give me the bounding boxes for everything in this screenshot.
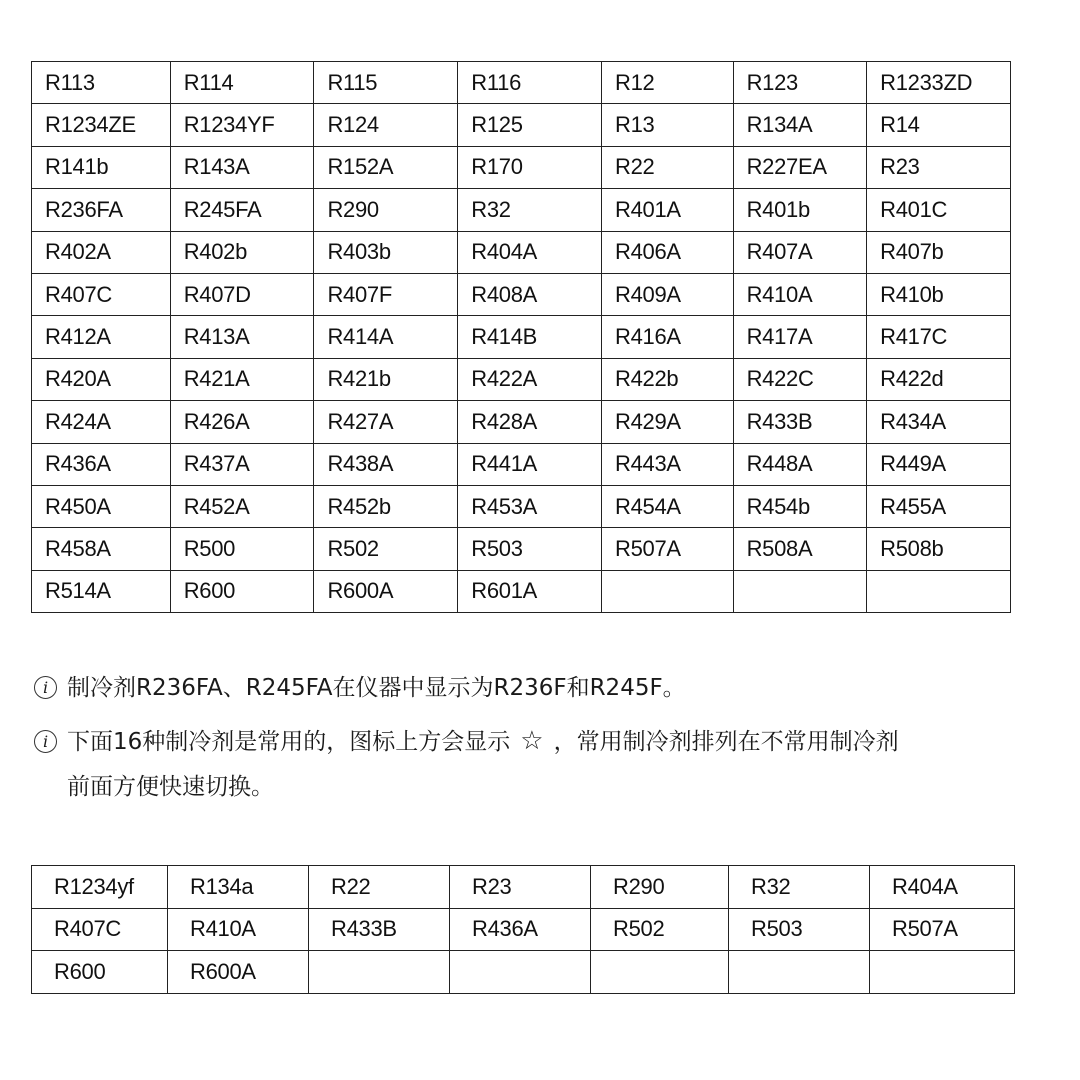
refrigerant-cell: R115 (314, 62, 458, 104)
note-common-text-part3: 前面方便快速切换。 (67, 774, 274, 800)
refrigerant-cell: R408A (458, 273, 602, 315)
refrigerant-cell: R32 (729, 866, 870, 909)
refrigerant-cell: R1234YF (170, 104, 314, 146)
refrigerant-cell: R421b (314, 358, 458, 400)
refrigerant-cell: R436A (450, 908, 591, 951)
refrigerant-cell: R502 (314, 528, 458, 570)
refrigerant-cell: R407b (867, 231, 1011, 273)
refrigerant-cell: R514A (32, 570, 171, 612)
refrigerant-cell: R227EA (733, 146, 867, 188)
refrigerant-cell: R448A (733, 443, 867, 485)
refrigerant-cell: R600A (168, 951, 309, 994)
refrigerant-cell: R134a (168, 866, 309, 909)
refrigerant-cell: R433B (733, 401, 867, 443)
refrigerant-cell: R113 (32, 62, 171, 104)
refrigerant-cell: R22 (602, 146, 734, 188)
table-row (32, 908, 1015, 951)
refrigerant-cell: R438A (314, 443, 458, 485)
table-row (32, 358, 1011, 400)
refrigerant-cell: R453A (458, 485, 602, 527)
refrigerant-cell: R410A (733, 273, 867, 315)
table-row (32, 951, 1015, 994)
refrigerant-cell: R407A (733, 231, 867, 273)
refrigerant-cell: R434A (867, 401, 1011, 443)
note-common-refrigerants-continued (34, 760, 274, 814)
refrigerant-cell: R508A (733, 528, 867, 570)
refrigerant-cell: R290 (591, 866, 729, 909)
refrigerant-cell: R13 (602, 104, 734, 146)
refrigerant-cell: R12 (602, 62, 734, 104)
refrigerant-cell: R458A (32, 528, 171, 570)
refrigerant-cell: R426A (170, 401, 314, 443)
refrigerant-cell: R401C (867, 189, 1011, 231)
note-common-text-part2: ，常用制冷剂排列在不常用制冷剂 (553, 729, 899, 755)
all-refrigerants-table (31, 61, 1011, 613)
refrigerant-cell: R170 (458, 146, 602, 188)
refrigerant-cell: R401b (733, 189, 867, 231)
refrigerant-cell: R410A (168, 908, 309, 951)
refrigerant-cell: R406A (602, 231, 734, 273)
refrigerant-cell: R1233ZD (867, 62, 1011, 104)
refrigerant-cell: R422A (458, 358, 602, 400)
note-display-name (34, 661, 686, 715)
table-row (32, 316, 1011, 358)
refrigerant-cell: R407C (32, 908, 168, 951)
table-row (32, 231, 1011, 273)
refrigerant-cell: R500 (170, 528, 314, 570)
star-icon: ☆ (520, 726, 544, 756)
note-display-name-text: 制冷剂R236FA、R245FA在仪器中显示为R236F和R245F。 (67, 675, 686, 701)
refrigerant-cell: R422d (867, 358, 1011, 400)
refrigerant-cell: R421A (170, 358, 314, 400)
refrigerant-cell: R436A (32, 443, 171, 485)
empty-cell (309, 951, 450, 994)
info-icon: i (34, 676, 57, 699)
table-row (32, 273, 1011, 315)
refrigerant-cell: R413A (170, 316, 314, 358)
refrigerant-cell: R22 (309, 866, 450, 909)
refrigerant-cell: R427A (314, 401, 458, 443)
common-refrigerants-table (31, 865, 1015, 994)
table-row (32, 485, 1011, 527)
table-row (32, 401, 1011, 443)
refrigerant-cell: R452A (170, 485, 314, 527)
refrigerant-cell: R407F (314, 273, 458, 315)
refrigerant-cell: R409A (602, 273, 734, 315)
refrigerant-cell: R429A (602, 401, 734, 443)
refrigerant-cell: R404A (870, 866, 1015, 909)
refrigerant-cell: R143A (170, 146, 314, 188)
info-icon: i (34, 730, 57, 753)
refrigerant-cell: R116 (458, 62, 602, 104)
refrigerant-cell: R414A (314, 316, 458, 358)
refrigerant-cell: R401A (602, 189, 734, 231)
empty-cell (591, 951, 729, 994)
refrigerant-cell: R134A (733, 104, 867, 146)
refrigerant-cell: R443A (602, 443, 734, 485)
table-row (32, 146, 1011, 188)
refrigerant-cell: R412A (32, 316, 171, 358)
refrigerant-cell: R600 (170, 570, 314, 612)
refrigerant-cell: R417C (867, 316, 1011, 358)
refrigerant-cell: R600A (314, 570, 458, 612)
refrigerant-cell: R23 (867, 146, 1011, 188)
refrigerant-cell: R245FA (170, 189, 314, 231)
refrigerant-cell: R1234ZE (32, 104, 171, 146)
refrigerant-cell: R124 (314, 104, 458, 146)
refrigerant-cell: R141b (32, 146, 171, 188)
refrigerant-cell: R450A (32, 485, 171, 527)
refrigerant-cell: R449A (867, 443, 1011, 485)
refrigerant-cell: R125 (458, 104, 602, 146)
refrigerant-cell: R503 (729, 908, 870, 951)
refrigerant-cell: R424A (32, 401, 171, 443)
refrigerant-cell: R236FA (32, 189, 171, 231)
refrigerant-cell: R452b (314, 485, 458, 527)
refrigerant-cell: R123 (733, 62, 867, 104)
table-row (32, 528, 1011, 570)
table-row (32, 104, 1011, 146)
refrigerant-cell: R441A (458, 443, 602, 485)
refrigerant-cell: R422C (733, 358, 867, 400)
empty-cell (602, 570, 734, 612)
refrigerant-cell: R433B (309, 908, 450, 951)
empty-cell (870, 951, 1015, 994)
refrigerant-cell: R601A (458, 570, 602, 612)
refrigerant-cell: R414B (458, 316, 602, 358)
refrigerant-cell: R410b (867, 273, 1011, 315)
refrigerant-cell: R508b (867, 528, 1011, 570)
table-row (32, 866, 1015, 909)
refrigerant-cell: R32 (458, 189, 602, 231)
refrigerant-cell: R14 (867, 104, 1011, 146)
refrigerant-cell: R437A (170, 443, 314, 485)
refrigerant-cell: R23 (450, 866, 591, 909)
refrigerant-cell: R416A (602, 316, 734, 358)
note-common-text-part1: 下面16种制冷剂是常用的，图标上方会显示 (67, 729, 511, 755)
refrigerant-cell: R417A (733, 316, 867, 358)
table-row (32, 62, 1011, 104)
refrigerant-cell: R507A (602, 528, 734, 570)
refrigerant-cell: R152A (314, 146, 458, 188)
refrigerant-cell: R422b (602, 358, 734, 400)
refrigerant-cell: R454b (733, 485, 867, 527)
refrigerant-cell: R502 (591, 908, 729, 951)
refrigerant-cell: R407C (32, 273, 171, 315)
refrigerant-cell: R600 (32, 951, 168, 994)
refrigerant-cell: R114 (170, 62, 314, 104)
empty-cell (733, 570, 867, 612)
table-row (32, 189, 1011, 231)
table-row (32, 570, 1011, 612)
refrigerant-cell: R420A (32, 358, 171, 400)
refrigerant-cell: R402b (170, 231, 314, 273)
refrigerant-cell: R407D (170, 273, 314, 315)
refrigerant-cell: R290 (314, 189, 458, 231)
refrigerant-cell: R403b (314, 231, 458, 273)
refrigerant-cell: R428A (458, 401, 602, 443)
refrigerant-cell: R507A (870, 908, 1015, 951)
refrigerant-cell: R503 (458, 528, 602, 570)
refrigerant-cell: R1234yf (32, 866, 168, 909)
empty-cell (729, 951, 870, 994)
refrigerant-cell: R402A (32, 231, 171, 273)
refrigerant-cell: R404A (458, 231, 602, 273)
refrigerant-cell: R454A (602, 485, 734, 527)
empty-cell (867, 570, 1011, 612)
refrigerant-cell: R455A (867, 485, 1011, 527)
empty-cell (450, 951, 591, 994)
table-row (32, 443, 1011, 485)
